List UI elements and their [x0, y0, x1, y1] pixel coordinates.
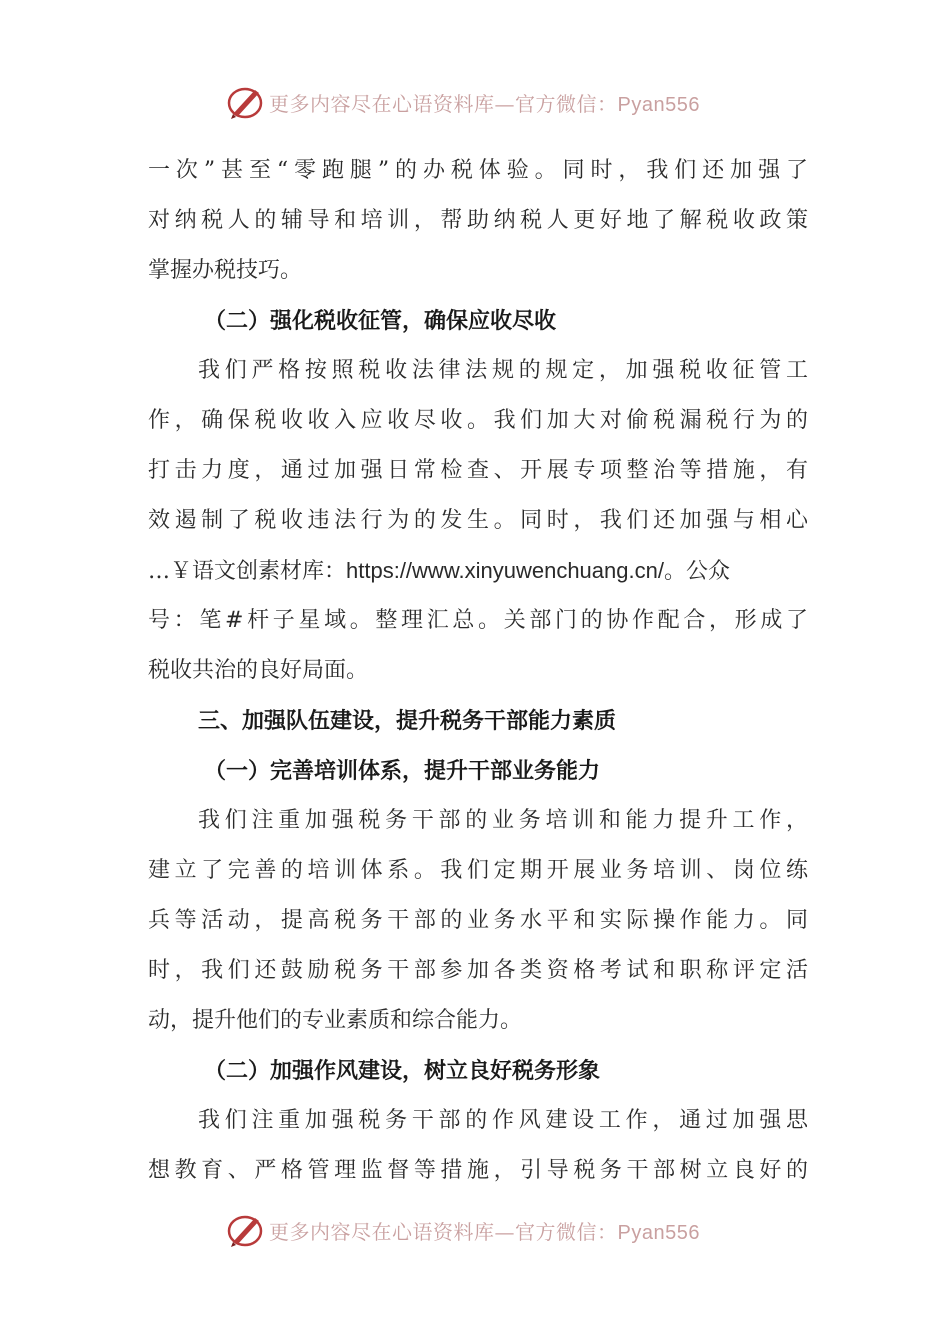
header-watermark — [225, 82, 745, 122]
paragraph-line: 时，我们还鼓励税务干部参加各类资格考试和职称评定活 — [148, 958, 808, 983]
paragraph-line: 效遏制了税收违法行为的发生。同时，我们还加强与相心 — [148, 508, 808, 533]
paragraph-line: 掌握办税技巧。 — [148, 258, 303, 283]
document-body — [148, 146, 808, 1196]
chapter-heading: 三、加强队伍建设，提升税务干部能力素质 — [198, 708, 617, 734]
section-heading: （一）完善培训体系，提升干部业务能力 — [204, 758, 601, 784]
paragraph-line: 兵等活动，提高税务干部的业务水平和实际操作能力。同 — [148, 908, 808, 933]
section-heading: （二）强化税收征管，确保应收尽收 — [204, 308, 557, 334]
paragraph-line: 我们注重加强税务干部的作风建设工作，通过加强思 — [198, 1108, 808, 1133]
paragraph-line: 建立了完善的培训体系。我们定期开展业务培训、岗位练 — [148, 858, 808, 883]
paragraph-line: 打击力度，通过加强日常检查、开展专项整治等措施，有 — [148, 458, 808, 483]
paragraph-line: 号：笔#杆子星域。整理汇总。关部门的协作配合，形成了 — [148, 608, 808, 633]
paragraph-line: 税收共治的良好局面。 — [148, 658, 369, 683]
website-url: https://www.xinyuwenchuang.cn/ — [346, 558, 664, 583]
paragraph-line: 作，确保税收收入应收尽收。我们加大对偷税漏税行为的 — [148, 408, 808, 433]
paragraph-line: 我们严格按照税收法律法规的规定，加强税收征管工 — [198, 358, 808, 383]
paragraph-line: 一次”甚至“零跑腿”的办税体验。同时，我们还加强了 — [148, 158, 808, 183]
watermark-text: 更多内容尽在心语资料库—官方微信：Pyan556 — [269, 1219, 700, 1244]
section-heading: （二）加强作风建设，树立良好税务形象 — [204, 1058, 601, 1084]
paragraph-line: 我们注重加强税务干部的业务培训和能力提升工作， — [198, 808, 808, 833]
paragraph-line: 想教育、严格管理监督等措施，引导税务干部树立良好的 — [148, 1158, 808, 1183]
paragraph-line: 动，提升他们的专业素质和综合能力。 — [148, 1008, 523, 1033]
pen-logo-icon — [225, 1210, 265, 1250]
watermark-text: 更多内容尽在心语资料库—官方微信：Pyan556 — [269, 91, 700, 116]
pen-logo-icon — [225, 82, 265, 122]
footer-watermark — [225, 1210, 745, 1250]
paragraph-line: 对纳税人的辅导和培训，帮助纳税人更好地了解税收政策 — [148, 208, 808, 233]
paragraph-line-with-url: …￥语文创素材库：https://www.xinyuwenchuang.cn/。公众 — [148, 558, 730, 584]
